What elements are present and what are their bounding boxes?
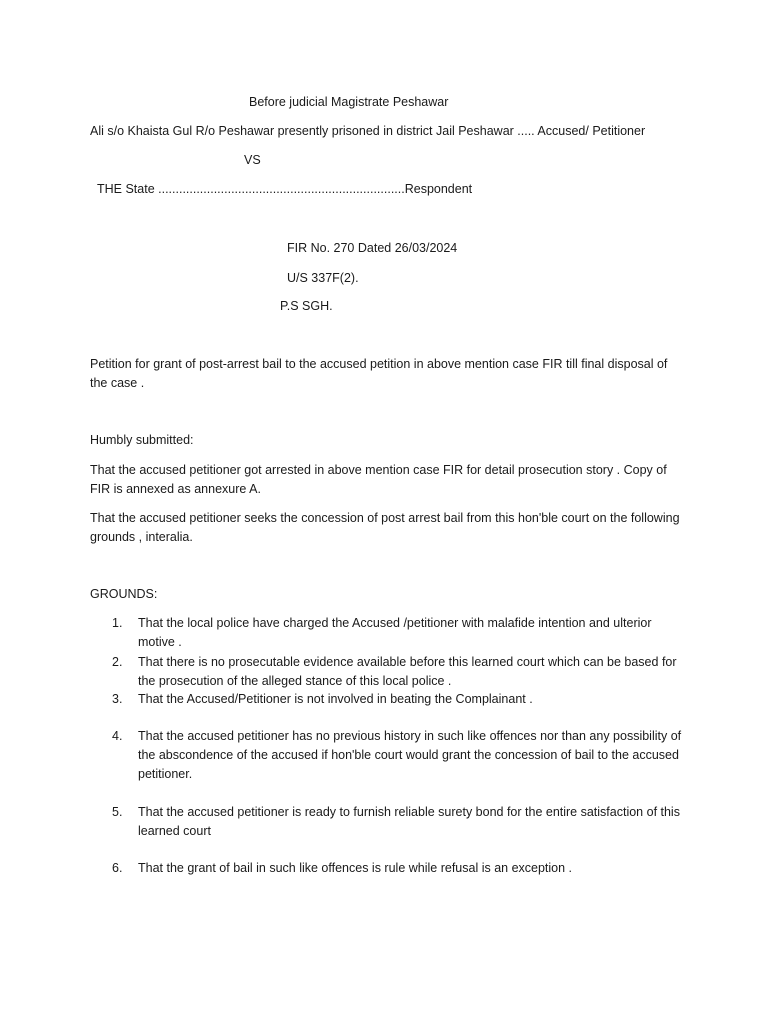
respondent-line: THE State .......................................................................Respondent [97,182,473,196]
salutation: Humbly submitted: [90,433,194,447]
ground-text: That the accused petitioner has no previous history in such like offences nor than any possibility of the abscondence of the accused if hon'ble court would grant the concession of bail to the accused petitioner. [138,729,682,781]
police-station: P.S SGH. [280,299,333,313]
ground-number: 5. [112,805,123,819]
ground-number: 1. [112,616,123,630]
ground-number: 3. [112,692,123,706]
ground-text: That the local police have charged the Accused /petitioner with malafide intention and ulterior motive . [138,616,652,649]
ground-item [112,803,682,841]
versus-label: VS [244,153,261,167]
petition-title: Petition for grant of post-arrest bail to the accused petition in above mention case FIR till final disposal of the case . [90,357,668,390]
paragraph-arrest: That the accused petitioner got arrested in above mention case FIR for detail prosecution story . Copy of FIR is annexed as annexure A. [90,463,667,496]
ground-text: That there is no prosecutable evidence available before this learned court which can be based for the prosecution of the alleged stance of this local police . [138,655,677,688]
ground-item [112,690,682,709]
ground-item [112,653,682,691]
section-label: U/S 337F(2). [287,271,359,285]
ground-number: 6. [112,861,123,875]
grounds-heading: GROUNDS: [90,587,158,601]
ground-number: 2. [112,655,123,669]
ground-item [112,727,682,784]
ground-text: That the Accused/Petitioner is not involved in beating the Complainant . [138,692,533,706]
fir-number: FIR No. 270 Dated 26/03/2024 [287,241,458,255]
court-heading: Before judicial Magistrate Peshawar [249,95,449,109]
ground-item [112,859,682,878]
ground-item [112,614,682,652]
paragraph-concession: That the accused petitioner seeks the concession of post arrest bail from this hon'ble court on the following grounds , interalia. [90,511,680,544]
ground-number: 4. [112,729,123,743]
ground-text: That the grant of bail in such like offences is rule while refusal is an exception . [138,861,573,875]
ground-text: That the accused petitioner is ready to furnish reliable surety bond for the entire satisfaction of this learned court [138,805,680,838]
accused-line: Ali s/o Khaista Gul R/o Peshawar presently prisoned in district Jail Peshawar ..... Accused/ Petitioner [90,124,646,138]
